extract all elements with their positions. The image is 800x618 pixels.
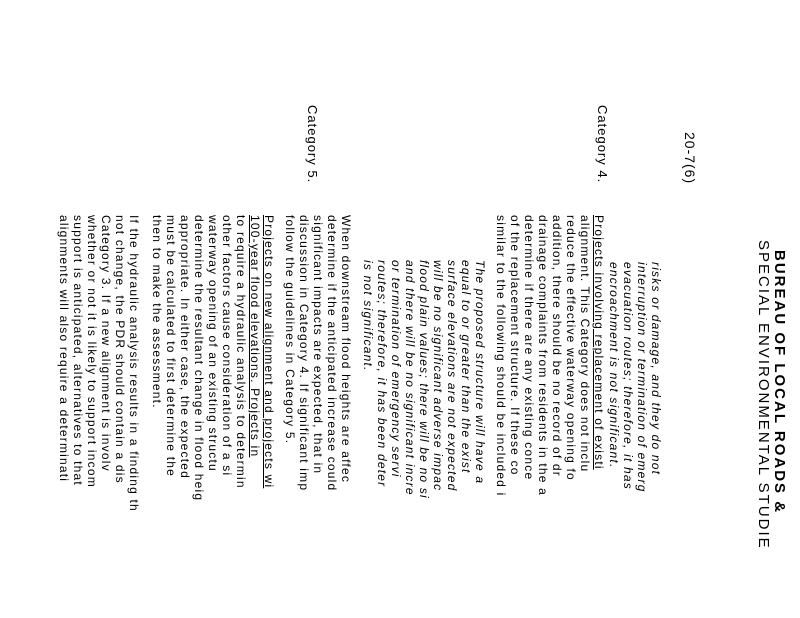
cat4-quote-line: routes; therefore, it has been deter [375, 260, 389, 488]
downstream-line: determine if the anticipated increase could [325, 215, 339, 492]
final-line: support is anticipated, alternatives to that [71, 215, 85, 486]
section-subtitle: SPECIAL ENVIRONMENTAL STUDIE [755, 240, 772, 550]
cat5-line: to require a hydraulic analysis to determin [234, 215, 248, 489]
cat4-quote-line: surface elevations are not expected [445, 260, 459, 492]
bureau-title: BUREAU OF LOCAL ROADS & [771, 250, 788, 515]
downstream-line: significant impacts are expected, that in [311, 215, 325, 475]
cat4-line: determine if there are any existing conce [522, 215, 536, 481]
final-line: If the hydraulic analysis results in a finding th [127, 215, 141, 512]
cat4-line: Projects involving replacement of existi [592, 215, 606, 470]
final-line: whether or not it is likely to support incom [85, 215, 99, 488]
page-number: 20-7(6) [682, 132, 698, 185]
cat4-line: addition, there should be no record of dr [550, 215, 564, 478]
cat4-quote-line: The proposed structure will have a [473, 260, 487, 485]
cat4-quote-line: is not significant. [361, 260, 375, 372]
cat5-line: Projects on new alignment and projects wi [262, 215, 276, 489]
downstream-line: follow the guidelines in Category 5. [283, 215, 297, 445]
final-line: not change, the PDR should contain a dis [113, 215, 127, 484]
cat4-quote-line: equal to or greater than the exist [459, 260, 473, 474]
cat4-quote-line: and there will be no significant incre [403, 260, 417, 496]
cat5-line: appropriate. In either case, the expected [178, 215, 192, 480]
cat5-line: determine the resultant change in flood heig [192, 215, 206, 502]
final-line: alignments will also require a determinati [57, 215, 71, 483]
category-4-label: Category 4. [595, 105, 610, 184]
cat5-line: 100-year flood elevations. Projects in [248, 215, 262, 458]
intro-line: encroachment is not significant. [607, 262, 621, 469]
cat5-line: waterway opening of an existing structu [206, 215, 220, 472]
cat5-line: must be calculated to first determine the [164, 215, 178, 477]
intro-line: risks or damage, and they do not [649, 262, 663, 476]
downstream-line: discussion in Category 4. If significant imp [297, 215, 311, 492]
cat4-line: similar to the following should be included i [494, 215, 508, 497]
cat4-line: reduce the effective waterway opening fo [564, 215, 578, 481]
cat4-quote-line: or termination of emergency servi [389, 260, 403, 478]
category-5-label: Category 5. [305, 105, 320, 184]
final-line: Category 3. If a new alignment is involv [99, 215, 113, 472]
intro-line: evacuation routes; therefore, it has [621, 262, 635, 490]
cat4-quote-line: flood plain values; there will be no si [417, 260, 431, 499]
cat4-line: of the replacement structure. If these co [508, 215, 522, 476]
intro-line: interruption or termination of emerg [635, 262, 649, 493]
cat4-line: drainage complaints from residents in the a [536, 215, 550, 497]
cat4-quote-line: will be no significant adverse impac [431, 260, 445, 492]
cat4-line: alignment. This Category does not inclu [578, 215, 592, 473]
cat5-line: other factors cause consideration of a si [220, 215, 234, 477]
downstream-line: When downstream flood heights are affec [339, 215, 353, 484]
cat5-line: then to make the assessment. [150, 215, 164, 409]
